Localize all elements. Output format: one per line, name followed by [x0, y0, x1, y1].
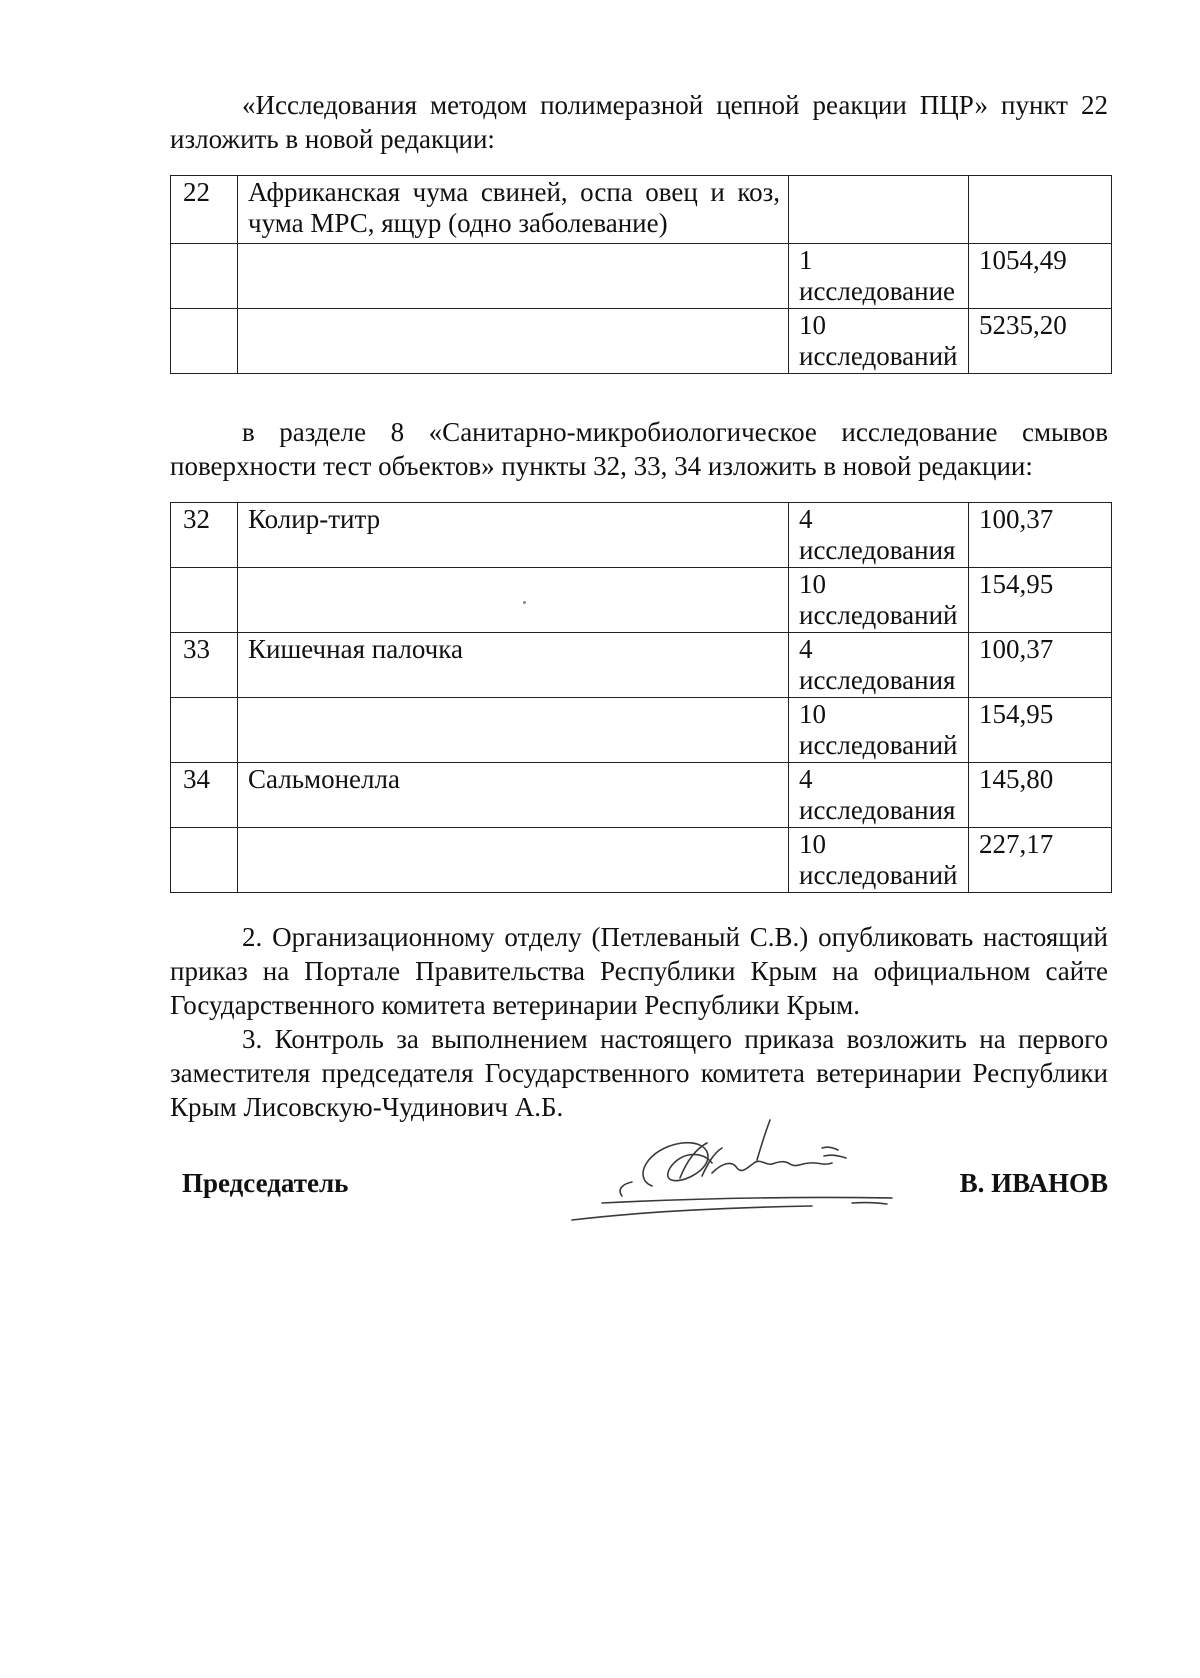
signatory-name: В. ИВАНОВ [959, 1168, 1108, 1198]
price-cell: 100,37 [969, 633, 1112, 698]
table-row [171, 503, 1112, 568]
intro-section8-paragraph: в разделе 8 «Санитарно-микробиологическое исследование смывов поверхности тест объектов» пункты 32, 33, 34 изложить в новой редакции: [170, 417, 1108, 481]
service-name-cell [238, 568, 789, 633]
service-name-cell [238, 309, 789, 374]
signature-block [170, 1158, 1108, 1218]
quantity-cell [789, 176, 969, 244]
service-name-cell [238, 244, 789, 309]
table-row [171, 828, 1112, 893]
clause-2-paragraph: 2. Организационному отделу (Петлеваный С.В.) опубликовать настоящий приказ на Портале Правительства Республики Крым на официальном сайте Государственного комитета ветеринарии Республики Крым. [170, 922, 1108, 1020]
service-name-cell [238, 828, 789, 893]
quantity-cell: 10 исследований [789, 309, 969, 374]
service-name-cell: Колир-титр [238, 503, 789, 568]
service-name-cell: Африканская чума свиней, оспа овец и коз, чума МРС, ящур (одно заболевание) [238, 176, 789, 244]
quantity-cell: 10 исследований [789, 698, 969, 763]
table-row [171, 568, 1112, 633]
price-cell: 154,95 [969, 568, 1112, 633]
price-cell: 1054,49 [969, 244, 1112, 309]
service-name-cell: Сальмонелла [238, 763, 789, 828]
table-row [171, 698, 1112, 763]
service-name-cell: Кишечная палочка [238, 633, 789, 698]
price-cell [969, 176, 1112, 244]
price-cell: 145,80 [969, 763, 1112, 828]
row-number-cell: 34 [171, 763, 238, 828]
table-row [171, 763, 1112, 828]
section8-price-table [170, 502, 1112, 893]
row-number-cell [171, 244, 238, 309]
scan-speck [523, 601, 526, 604]
row-number-cell: 33 [171, 633, 238, 698]
price-cell: 154,95 [969, 698, 1112, 763]
price-cell: 5235,20 [969, 309, 1112, 374]
price-cell: 100,37 [969, 503, 1112, 568]
service-name-cell [238, 698, 789, 763]
clause-3-paragraph: 3. Контроль за выполнением настоящего приказа возложить на первого заместителя председателя Государственного комитета ветеринарии Республики Крым Лисовскую-Чудинович А.Б. [170, 1024, 1108, 1122]
quantity-cell: 1 исследование [789, 244, 969, 309]
quantity-cell: 10 исследований [789, 568, 969, 633]
table-row [171, 176, 1112, 244]
table-row [171, 309, 1112, 374]
row-number-cell [171, 568, 238, 633]
pcr-price-table [170, 175, 1112, 374]
row-number-cell [171, 828, 238, 893]
table-row [171, 633, 1112, 698]
row-number-cell [171, 309, 238, 374]
intro-pcr-paragraph: «Исследования методом полимеразной цепной реакции ПЦР» пункт 22 изложить в новой редакции: [170, 90, 1108, 154]
quantity-cell: 10 исследований [789, 828, 969, 893]
price-cell: 227,17 [969, 828, 1112, 893]
row-number-cell: 32 [171, 503, 238, 568]
quantity-cell: 4 исследования [789, 633, 969, 698]
quantity-cell: 4 исследования [789, 763, 969, 828]
row-number-cell [171, 698, 238, 763]
row-number-cell: 22 [171, 176, 238, 244]
table-row [171, 244, 1112, 309]
quantity-cell: 4 исследования [789, 503, 969, 568]
signatory-title: Председатель [182, 1168, 349, 1198]
